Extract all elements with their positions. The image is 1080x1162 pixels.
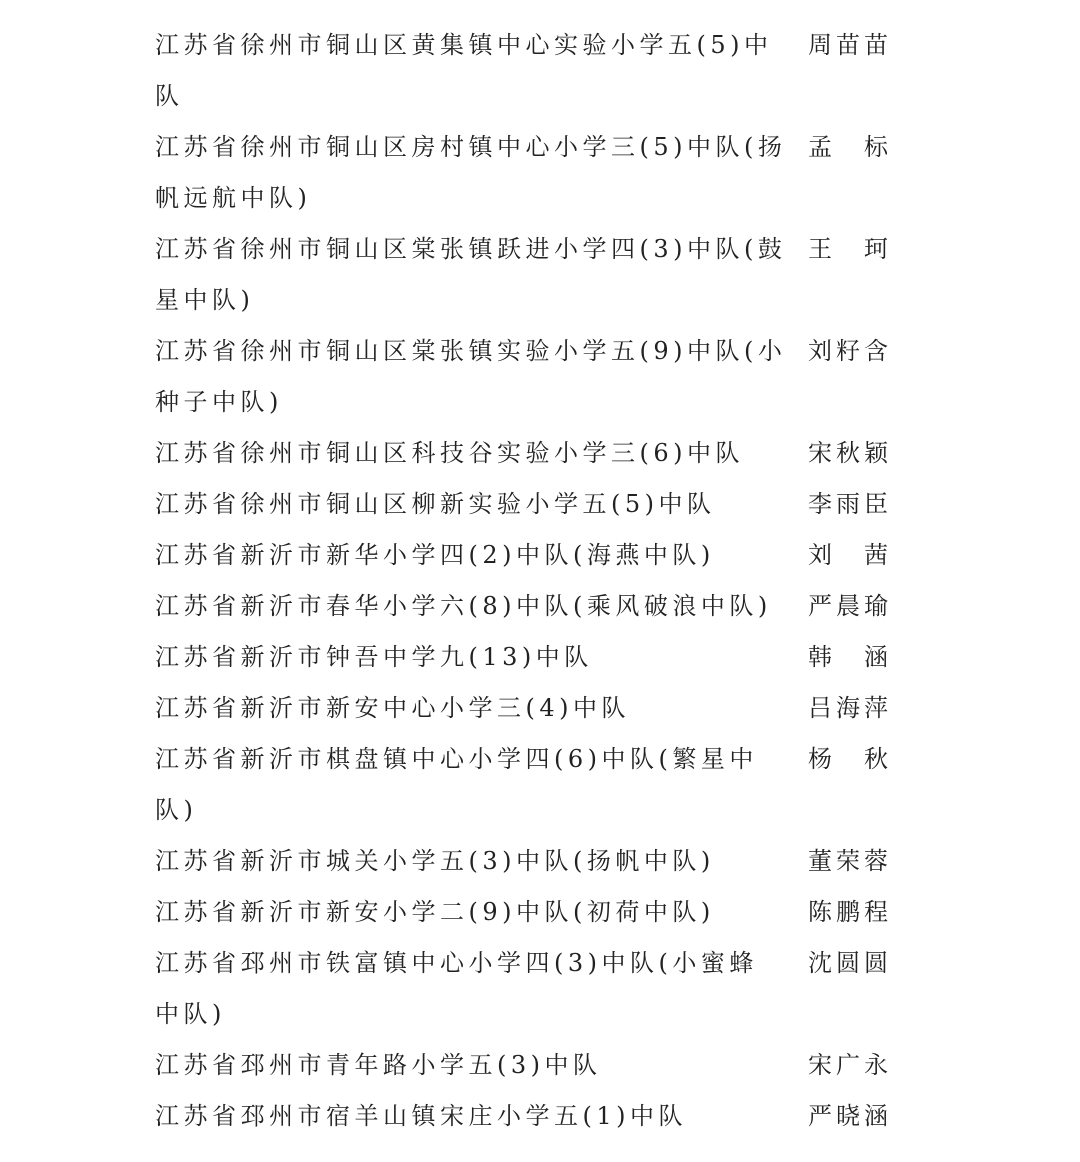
unit-name: 江苏省邳州市宿羊山镇宋庄小学五(1)中队 — [155, 1102, 687, 1130]
unit-name: 江苏省新沂市新华小学四(2)中队(海燕中队) — [155, 541, 715, 569]
list-item — [0, 20, 1080, 122]
person-name: 王 珂 — [808, 235, 892, 263]
unit-name: 江苏省新沂市新安中心小学三(4)中队 — [155, 694, 630, 722]
list-item — [0, 122, 1080, 224]
unit-name: 江苏省新沂市棋盘镇中心小学四(6)中队(繁星中 — [155, 745, 758, 773]
unit-name: 江苏省徐州市铜山区黄集镇中心实验小学五(5)中 — [155, 31, 773, 59]
list-item — [0, 581, 1080, 632]
list-item — [0, 683, 1080, 734]
unit-name-continued: 队 — [155, 82, 184, 110]
list-item — [0, 887, 1080, 938]
list-item — [0, 632, 1080, 683]
person-name: 刘籽含 — [808, 337, 892, 365]
list-item — [0, 1040, 1080, 1091]
list-item — [0, 938, 1080, 1040]
person-name: 严晓涵 — [808, 1102, 892, 1130]
unit-name: 江苏省徐州市铜山区科技谷实验小学三(6)中队 — [155, 439, 744, 467]
person-name: 陈鹏程 — [808, 898, 892, 926]
person-name: 周苗苗 — [808, 31, 892, 59]
person-name: 李雨臣 — [808, 490, 892, 518]
person-name: 董荣蓉 — [808, 847, 892, 875]
person-name: 孟 标 — [808, 133, 892, 161]
unit-name: 江苏省新沂市城关小学五(3)中队(扬帆中队) — [155, 847, 715, 875]
list-item — [0, 428, 1080, 479]
unit-name: 江苏省新沂市新安小学二(9)中队(初荷中队) — [155, 898, 715, 926]
list-item — [0, 836, 1080, 887]
unit-name: 江苏省徐州市铜山区棠张镇跃进小学四(3)中队(鼓 — [155, 235, 787, 263]
unit-name: 江苏省徐州市铜山区柳新实验小学五(5)中队 — [155, 490, 716, 518]
list-item — [0, 1091, 1080, 1142]
list-item — [0, 224, 1080, 326]
person-name: 吕海萍 — [808, 694, 892, 722]
list-item — [0, 734, 1080, 836]
list-item — [0, 530, 1080, 581]
person-name: 韩 涵 — [808, 643, 892, 671]
unit-name: 江苏省新沂市钟吾中学九(13)中队 — [155, 643, 593, 671]
person-name: 严晨瑜 — [808, 592, 892, 620]
unit-name: 江苏省徐州市铜山区房村镇中心小学三(5)中队(扬 — [155, 133, 787, 161]
unit-name-continued: 种子中队) — [155, 388, 283, 416]
list-item — [0, 326, 1080, 428]
honor-list — [0, 20, 1080, 1142]
unit-name: 江苏省徐州市铜山区棠张镇实验小学五(9)中队(小 — [155, 337, 787, 365]
unit-name-continued: 队) — [155, 796, 198, 824]
person-name: 宋广永 — [808, 1051, 892, 1079]
person-name: 沈圆圆 — [808, 949, 892, 977]
unit-name-continued: 帆远航中队) — [155, 184, 312, 212]
unit-name: 江苏省邳州市铁富镇中心小学四(3)中队(小蜜蜂 — [155, 949, 758, 977]
unit-name: 江苏省邳州市青年路小学五(3)中队 — [155, 1051, 602, 1079]
person-name: 宋秋颖 — [808, 439, 892, 467]
list-item — [0, 479, 1080, 530]
person-name: 杨 秋 — [808, 745, 892, 773]
unit-name: 江苏省新沂市春华小学六(8)中队(乘风破浪中队) — [155, 592, 772, 620]
unit-name-continued: 中队) — [155, 1000, 226, 1028]
person-name: 刘 茜 — [808, 541, 892, 569]
unit-name-continued: 星中队) — [155, 286, 255, 314]
